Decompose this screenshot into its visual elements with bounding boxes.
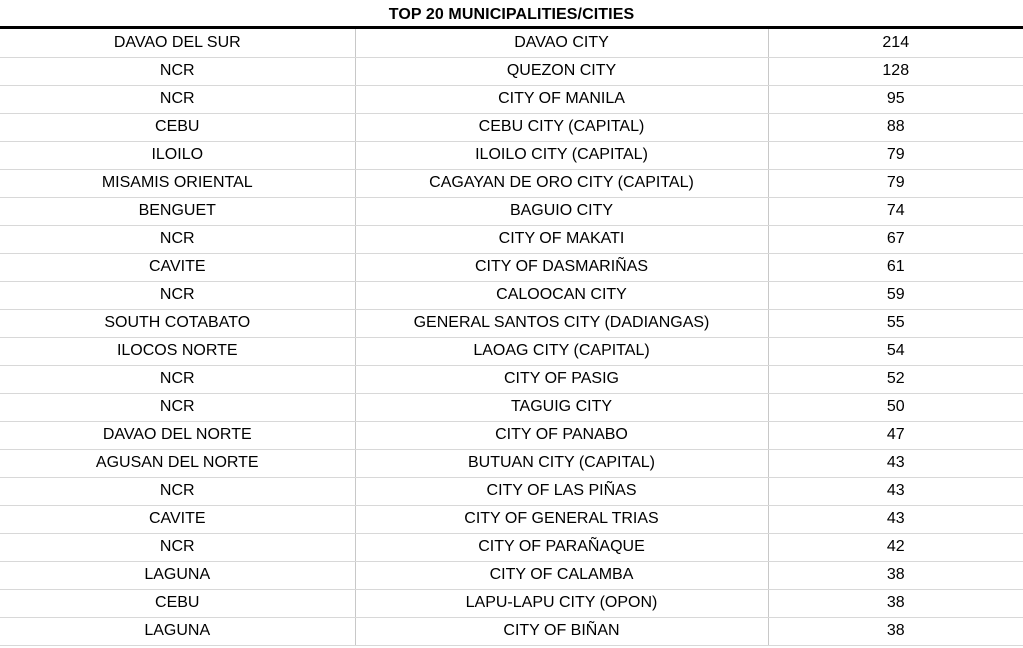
province-cell: ILOILO	[0, 141, 355, 169]
count-cell: 52	[768, 365, 1023, 393]
province-cell: ILOCOS NORTE	[0, 337, 355, 365]
table-row	[0, 253, 1023, 281]
table-row	[0, 337, 1023, 365]
table-row	[0, 197, 1023, 225]
count-cell: 38	[768, 589, 1023, 617]
province-cell: LAGUNA	[0, 617, 355, 645]
province-cell: NCR	[0, 365, 355, 393]
table-row	[0, 421, 1023, 449]
table-row	[0, 477, 1023, 505]
table-row	[0, 141, 1023, 169]
count-cell: 50	[768, 393, 1023, 421]
province-cell: SOUTH COTABATO	[0, 309, 355, 337]
city-cell: BAGUIO CITY	[355, 197, 768, 225]
table-row	[0, 505, 1023, 533]
table-row	[0, 561, 1023, 589]
table-row	[0, 365, 1023, 393]
city-cell: CITY OF LAS PIÑAS	[355, 477, 768, 505]
table-row	[0, 85, 1023, 113]
province-cell: NCR	[0, 281, 355, 309]
province-cell: CAVITE	[0, 505, 355, 533]
table-row	[0, 29, 1023, 57]
province-cell: CEBU	[0, 589, 355, 617]
city-cell: CEBU CITY (CAPITAL)	[355, 113, 768, 141]
count-cell: 59	[768, 281, 1023, 309]
city-cell: CAGAYAN DE ORO CITY (CAPITAL)	[355, 169, 768, 197]
province-cell: NCR	[0, 225, 355, 253]
count-cell: 88	[768, 113, 1023, 141]
province-cell: NCR	[0, 85, 355, 113]
table-row	[0, 617, 1023, 645]
city-cell: CALOOCAN CITY	[355, 281, 768, 309]
table-row	[0, 113, 1023, 141]
table-row	[0, 533, 1023, 561]
city-cell: DAVAO CITY	[355, 29, 768, 57]
city-cell: TAGUIG CITY	[355, 393, 768, 421]
city-cell: QUEZON CITY	[355, 57, 768, 85]
count-cell: 54	[768, 337, 1023, 365]
city-cell: ILOILO CITY (CAPITAL)	[355, 141, 768, 169]
count-cell: 61	[768, 253, 1023, 281]
count-cell: 43	[768, 505, 1023, 533]
province-cell: DAVAO DEL SUR	[0, 29, 355, 57]
province-cell: AGUSAN DEL NORTE	[0, 449, 355, 477]
table-row	[0, 393, 1023, 421]
city-cell: CITY OF MANILA	[355, 85, 768, 113]
table-row	[0, 309, 1023, 337]
count-cell: 67	[768, 225, 1023, 253]
city-cell: GENERAL SANTOS CITY (DADIANGAS)	[355, 309, 768, 337]
province-cell: NCR	[0, 477, 355, 505]
province-cell: LAGUNA	[0, 561, 355, 589]
province-cell: MISAMIS ORIENTAL	[0, 169, 355, 197]
city-cell: BUTUAN CITY (CAPITAL)	[355, 449, 768, 477]
count-cell: 38	[768, 561, 1023, 589]
count-cell: 47	[768, 421, 1023, 449]
count-cell: 55	[768, 309, 1023, 337]
province-cell: NCR	[0, 57, 355, 85]
table-row	[0, 169, 1023, 197]
data-table	[0, 29, 1023, 646]
province-cell: NCR	[0, 393, 355, 421]
city-cell: LAOAG CITY (CAPITAL)	[355, 337, 768, 365]
count-cell: 74	[768, 197, 1023, 225]
count-cell: 214	[768, 29, 1023, 57]
count-cell: 79	[768, 169, 1023, 197]
province-cell: NCR	[0, 533, 355, 561]
table-body	[0, 29, 1023, 645]
table-row	[0, 57, 1023, 85]
city-cell: CITY OF DASMARIÑAS	[355, 253, 768, 281]
province-cell: BENGUET	[0, 197, 355, 225]
city-cell: LAPU-LAPU CITY (OPON)	[355, 589, 768, 617]
table-row	[0, 589, 1023, 617]
city-cell: CITY OF GENERAL TRIAS	[355, 505, 768, 533]
city-cell: CITY OF PANABO	[355, 421, 768, 449]
count-cell: 79	[768, 141, 1023, 169]
table-title: TOP 20 MUNICIPALITIES/CITIES	[0, 0, 1023, 29]
count-cell: 43	[768, 477, 1023, 505]
province-cell: DAVAO DEL NORTE	[0, 421, 355, 449]
table-row	[0, 449, 1023, 477]
count-cell: 128	[768, 57, 1023, 85]
count-cell: 42	[768, 533, 1023, 561]
city-cell: CITY OF PARAÑAQUE	[355, 533, 768, 561]
city-cell: CITY OF CALAMBA	[355, 561, 768, 589]
city-cell: CITY OF MAKATI	[355, 225, 768, 253]
province-cell: CAVITE	[0, 253, 355, 281]
table-row	[0, 281, 1023, 309]
city-cell: CITY OF BIÑAN	[355, 617, 768, 645]
count-cell: 43	[768, 449, 1023, 477]
count-cell: 95	[768, 85, 1023, 113]
province-cell: CEBU	[0, 113, 355, 141]
count-cell: 38	[768, 617, 1023, 645]
city-cell: CITY OF PASIG	[355, 365, 768, 393]
table-row	[0, 225, 1023, 253]
